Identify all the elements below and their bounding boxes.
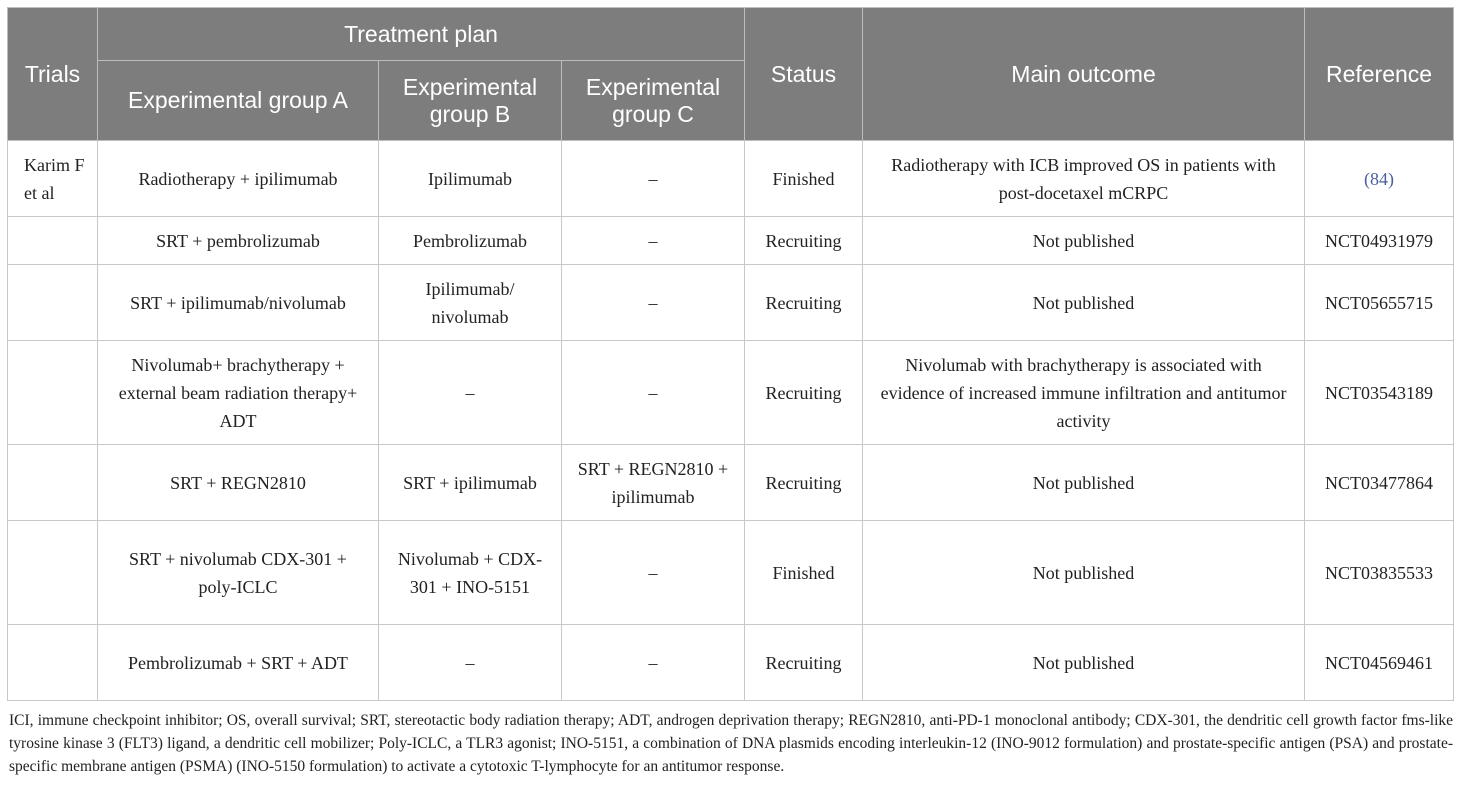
cell-outcome: Not published bbox=[863, 521, 1305, 625]
cell-trial bbox=[8, 625, 98, 701]
cell-outcome: Nivolumab with brachytherapy is associated with evidence of increased immune infiltration and antitumor activity bbox=[863, 341, 1305, 445]
cell-group-b: Ipilimumab bbox=[379, 141, 562, 217]
trials-table bbox=[7, 7, 1454, 701]
table-row bbox=[8, 625, 1454, 701]
cell-status: Recruiting bbox=[745, 265, 863, 341]
header-main-outcome: Main outcome bbox=[863, 8, 1305, 141]
cell-group-c: SRT + REGN2810 + ipilimumab bbox=[562, 445, 745, 521]
cell-group-b: SRT + ipilimumab bbox=[379, 445, 562, 521]
header-status: Status bbox=[745, 8, 863, 141]
cell-group-b: Ipilimumab/ nivolumab bbox=[379, 265, 562, 341]
cell-group-a: Nivolumab+ brachytherapy + external beam radiation therapy+ ADT bbox=[98, 341, 379, 445]
cell-trial bbox=[8, 445, 98, 521]
cell-group-b: – bbox=[379, 625, 562, 701]
cell-status: Finished bbox=[745, 141, 863, 217]
table-row bbox=[8, 217, 1454, 265]
reference-link[interactable]: (84) bbox=[1364, 168, 1395, 189]
cell-trial bbox=[8, 521, 98, 625]
cell-reference: NCT03477864 bbox=[1305, 445, 1454, 521]
cell-reference: NCT05655715 bbox=[1305, 265, 1454, 341]
cell-trial bbox=[8, 217, 98, 265]
cell-group-c: – bbox=[562, 341, 745, 445]
cell-group-a: Pembrolizumab + SRT + ADT bbox=[98, 625, 379, 701]
table-row bbox=[8, 341, 1454, 445]
table-row bbox=[8, 265, 1454, 341]
table-container bbox=[7, 7, 1453, 778]
cell-reference: NCT03835533 bbox=[1305, 521, 1454, 625]
cell-outcome: Not published bbox=[863, 445, 1305, 521]
cell-group-a: SRT + pembrolizumab bbox=[98, 217, 379, 265]
header-reference: Reference bbox=[1305, 8, 1454, 141]
cell-group-c: – bbox=[562, 141, 745, 217]
cell-status: Recruiting bbox=[745, 341, 863, 445]
cell-outcome: Not published bbox=[863, 625, 1305, 701]
cell-trial: Karim F et al bbox=[8, 141, 98, 217]
cell-status: Recruiting bbox=[745, 217, 863, 265]
cell-reference bbox=[1305, 141, 1454, 217]
cell-group-b: – bbox=[379, 341, 562, 445]
cell-reference: NCT04569461 bbox=[1305, 625, 1454, 701]
header-group-b: Experimental group B bbox=[379, 61, 562, 141]
cell-group-b: Nivolumab + CDX-301 + INO-5151 bbox=[379, 521, 562, 625]
header-group-c: Experimental group C bbox=[562, 61, 745, 141]
cell-group-a: SRT + nivolumab CDX-301 + poly-ICLC bbox=[98, 521, 379, 625]
header-group-a: Experimental group A bbox=[98, 61, 379, 141]
cell-trial bbox=[8, 265, 98, 341]
table-row bbox=[8, 445, 1454, 521]
cell-group-b: Pembrolizumab bbox=[379, 217, 562, 265]
cell-group-a: SRT + ipilimumab/nivolumab bbox=[98, 265, 379, 341]
cell-group-c: – bbox=[562, 217, 745, 265]
cell-group-c: – bbox=[562, 625, 745, 701]
cell-group-c: – bbox=[562, 265, 745, 341]
header-trials: Trials bbox=[8, 8, 98, 141]
table-header bbox=[8, 8, 1454, 141]
cell-outcome: Radiotherapy with ICB improved OS in patients with post-docetaxel mCRPC bbox=[863, 141, 1305, 217]
cell-group-a: Radiotherapy + ipilimumab bbox=[98, 141, 379, 217]
header-treatment-plan: Treatment plan bbox=[98, 8, 745, 61]
cell-outcome: Not published bbox=[863, 217, 1305, 265]
table-body bbox=[8, 141, 1454, 701]
cell-group-a: SRT + REGN2810 bbox=[98, 445, 379, 521]
table-row bbox=[8, 141, 1454, 217]
cell-outcome: Not published bbox=[863, 265, 1305, 341]
cell-reference: NCT04931979 bbox=[1305, 217, 1454, 265]
cell-status: Recruiting bbox=[745, 625, 863, 701]
cell-status: Recruiting bbox=[745, 445, 863, 521]
cell-reference: NCT03543189 bbox=[1305, 341, 1454, 445]
cell-group-c: – bbox=[562, 521, 745, 625]
table-footnote: ICI, immune checkpoint inhibitor; OS, overall survival; SRT, stereotactic body radiation therapy; ADT, androgen deprivation therapy; REGN2810, anti-PD-1 monoclonal antibody; CDX-301, the dendritic cell growth factor fms-like tyrosine kinase 3 (FLT3) ligand, a dendritic cell mobilizer; Poly-ICLC, a TLR3 agonist; INO-5151, a combination of DNA plasmids encoding interleukin-12 (INO-9012 formulation) and prostate-specific antigen (PSA) and prostate-specific membrane antigen (PSMA) (INO-5150 formulation) to activate a cytotoxic T-lymphocyte for an antitumor response. bbox=[9, 712, 1453, 775]
cell-status: Finished bbox=[745, 521, 863, 625]
table-row bbox=[8, 521, 1454, 625]
cell-trial bbox=[8, 341, 98, 445]
